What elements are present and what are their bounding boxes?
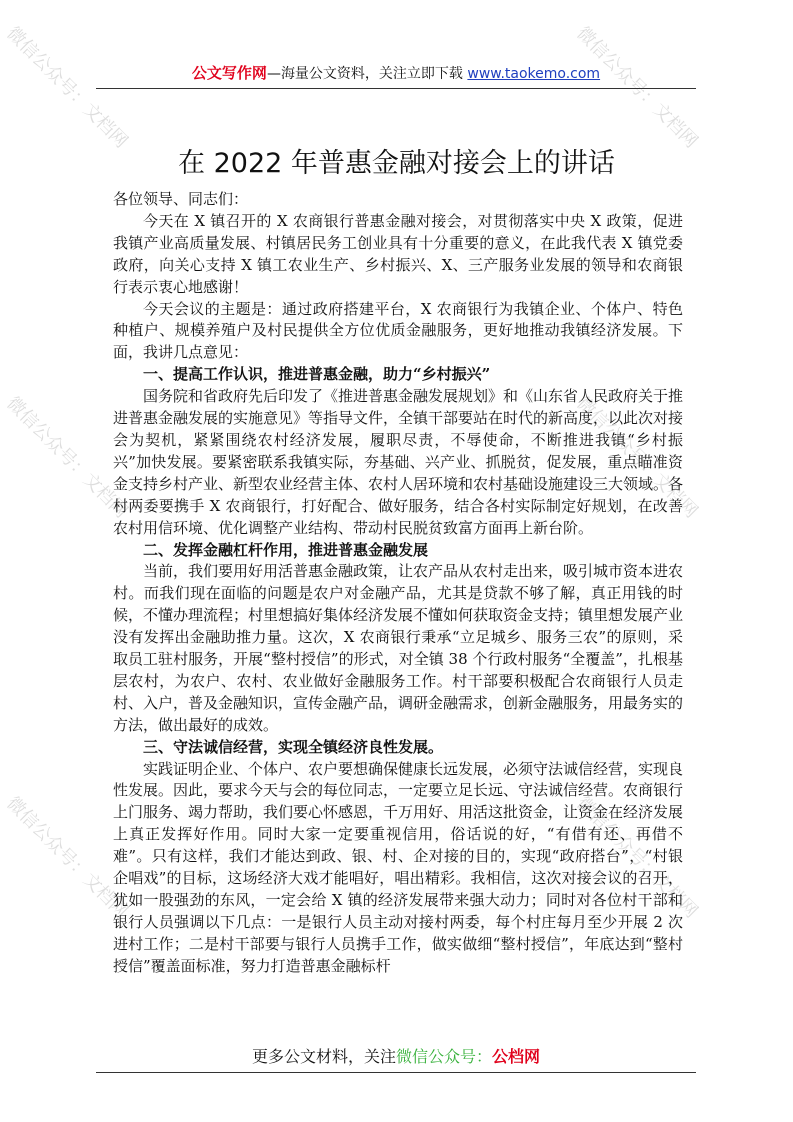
section-heading: 一、提高工作认识，推进普惠金融，助力“乡村振兴” (143, 365, 491, 384)
watermark-text: 微信公众号：文档网 (572, 392, 702, 523)
paragraph: 今天会议的主题是：通过政府搭建平台，X 农商银行为我镇企业、个体户、特色种植户、规模养殖户及村民提供全方位优质金融服务，更好地推动我镇经济发展。下面，我讲几点意见： (113, 299, 683, 362)
header-tagline: —海量公文资料，关注立即下载 (266, 66, 463, 82)
watermark-text: 微信公众号：文档网 (572, 22, 702, 153)
paragraph: 实践证明企业、个体户、农户要想确保健康长远发展，必须守法诚信经营，实现良性发展。因此，要求今天与会的每位同志，一定要立足长远、守法诚信经营。农商银行上门服务、竭力帮助，我们要心怀感恩，千万用好、用活这批资金，让资金在经济发展上真正发挥好作用。同时大家一定要重视信用，俗话说的好，“有借有还、再借不难”。只有这样，我们才能达到政、银、村、企对接的目的，实现“政府搭台”，“村银企唱戏”的目标，这场经济大戏才能唱好，唱出精彩。我相信，这次对接会议的召开，犹如一股强劲的东风，一定会给 X 镇的经济发展带来强大动力；同时对各位村干部和银行人员强调以下几点：一是银行人员主动对接村两委，每个村庄每月至少开展 2 次进村工作；二是村干部要与银行人员携手工作，做实做细“整村授信”，年底达到“整村授信”覆盖面标准，努力打造普惠金融标杆 (113, 759, 684, 975)
document-title: 在 2022 年普惠金融对接会上的讲话 (178, 148, 615, 179)
header-link[interactable]: www.taokemo.com (467, 66, 601, 82)
paragraph: 国务院和省政府先后印发了《推进普惠金融发展规划》和《山东省人民政府关于推进普惠金融发展的实施意见》等指导文件，全镇干部要站在时代的新高度，以此次对接会为契机，紧紧围绕农村经济发展，履职尽责，不辱使命，不断推进我镇“乡村振兴”加快发展。要紧密联系我镇实际，夯基础、兴产业、抓脱贫，促发展，重点瞄准资金支持乡村产业、新型农业经营主体、农村人居环境和农村基础设施建设三大领域。各村两委要携手 X 农商银行，打好配合、做好服务，结合各村实际制定好规划，在改善农村用信环境、优化调整产业结构、带动村民脱贫致富方面再上新台阶。 (113, 387, 684, 537)
header-brand: 公文写作网 (191, 64, 267, 82)
watermark-text: 微信公众号：文档网 (2, 792, 132, 923)
watermark-text: 微信公众号：文档网 (2, 392, 132, 523)
section-heading: 二、发挥金融杠杆作用，推进普惠金融发展 (143, 540, 429, 559)
page-footer (96, 1044, 696, 1073)
section-heading: 三、守法诚信经营，实现全镇经济良性发展。 (143, 737, 444, 756)
paragraph: 今天在 X 镇召开的 X 农商银行普惠金融对接会，对贯彻落实中央 X 政策，促进我镇产业高质量发展、村镇居民务工创业具有十分重要的意义，在此我代表 X 镇党委政府，向关心支持 X 镇工农业生产、乡村振兴、X、三产服务业发展的领导和农商银行表示衷心地感谢！ (113, 211, 683, 296)
page-header (96, 60, 696, 89)
footer-brand: 公档网 (492, 1047, 541, 1066)
watermark-text: 微信公众号：文档网 (572, 792, 702, 923)
footer-prefix: 更多公文材料，关注 (251, 1047, 396, 1066)
footer-wechat-label: 微信公众号： (395, 1047, 492, 1066)
paragraph: 各位领导、同志们： (113, 190, 249, 208)
watermark-text: 微信公众号：文档网 (2, 22, 132, 153)
document-body (113, 189, 683, 978)
paragraph: 当前，我们要用好用活普惠金融政策，让农产品从农村走出来，吸引城市资本进农村。而我们现在面临的问题是农户对金融产品，尤其是贷款不够了解，真正用钱的时候，不懂办理流程；村里想搞好集体经济发展不懂如何获取资金支持；镇里想发展产业没有发挥出金融助推力量。这次，X 农商银行秉承“立足城乡、服务三农”的原则，采取员工驻村服务，开展“整村授信”的形式，对全镇 38 个行政村服务“全覆盖”，扎根基层农村，为农户、农村、农业做好金融服务工作。村干部要积极配合农商银行人员走村、入户，普及金融知识，宣传金融产品，调研金融需求，创新金融服务，用最务实的方法，做出最好的成效。 (113, 562, 684, 734)
